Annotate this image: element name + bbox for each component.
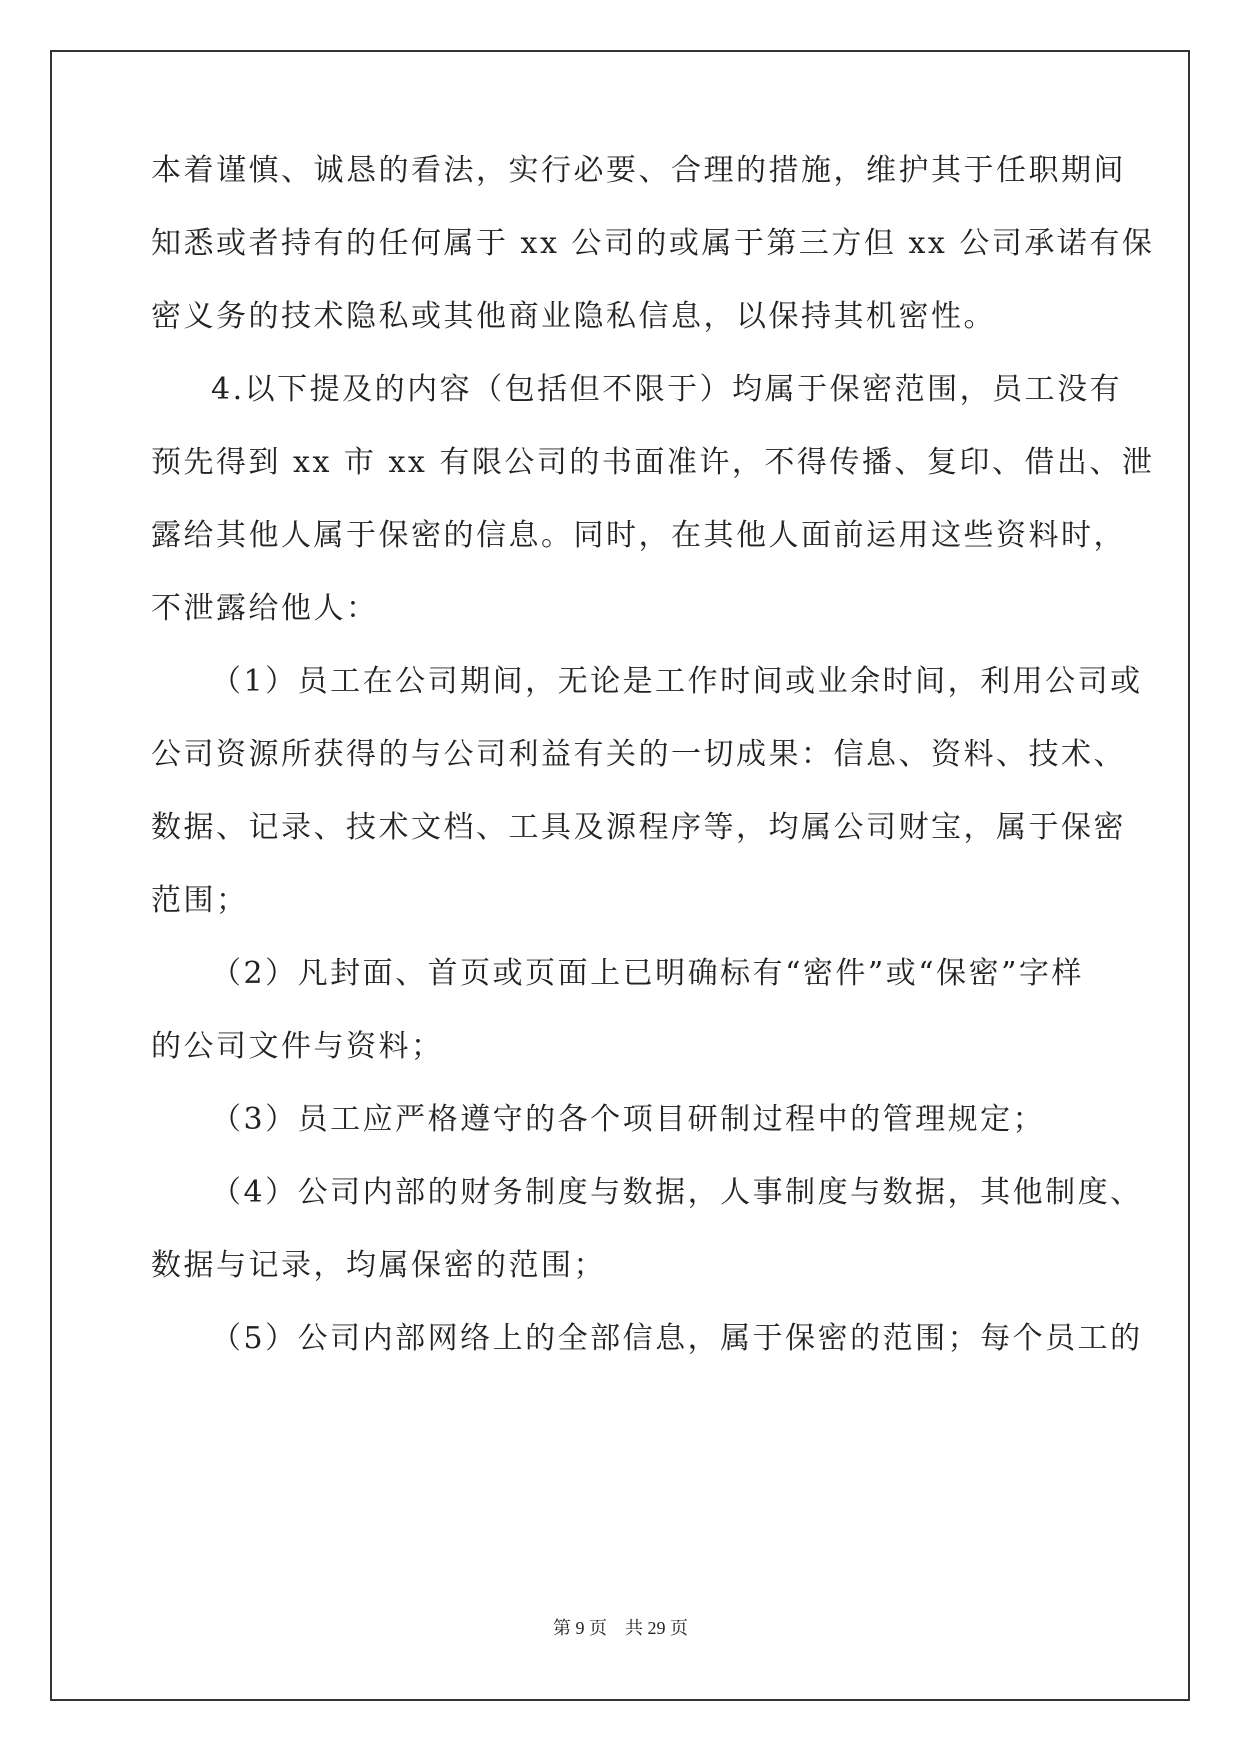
paragraph-1-line-3: 密义务的技术隐私或其他商业隐私信息，以保持其机密性。	[151, 299, 996, 334]
paragraph-7-line-1: （5）公司内部网络上的全部信息，属于保密的范围；每个员工的	[211, 1321, 1143, 1356]
paragraph-3-line-4: 范围；	[151, 883, 249, 918]
paragraph-3-line-2: 公司资源所获得的与公司利益有关的一切成果：信息、资料、技术、	[151, 737, 1126, 772]
paragraph-4-line-1: （2）凡封面、首页或页面上已明确标有“密件”或“保密”字样	[211, 956, 1084, 991]
paragraph-1-line-2: 知悉或者持有的任何属于 xx 公司的或属于第三方但 xx 公司承诺有保	[151, 226, 1155, 261]
paragraph-5-line-1: （3）员工应严格遵守的各个项目研制过程中的管理规定；	[211, 1102, 1046, 1137]
paragraph-6-line-2: 数据与记录，均属保密的范围；	[151, 1248, 606, 1283]
paragraph-1-line-1: 本着谨慎、诚恳的看法，实行必要、合理的措施，维护其于任职期间	[151, 153, 1126, 188]
page-number: 第 9 页 共 29 页	[553, 1618, 688, 1638]
paragraph-2-line-3: 露给其他人属于保密的信息。同时，在其他人面前运用这些资料时，	[151, 518, 1126, 553]
paragraph-3-line-3: 数据、记录、技术文档、工具及源程序等，均属公司财宝，属于保密	[151, 810, 1126, 845]
paragraph-2-line-2: 预先得到 xx 市 xx 有限公司的书面准许，不得传播、复印、借出、泄	[151, 445, 1155, 480]
paragraph-4-line-2: 的公司文件与资料；	[151, 1029, 444, 1064]
paragraph-2-line-1: 4.以下提及的内容（包括但不限于）均属于保密范围，员工没有	[211, 372, 1123, 407]
paragraph-2-line-4: 不泄露给他人：	[151, 591, 379, 626]
paragraph-6-line-1: （4）公司内部的财务制度与数据，人事制度与数据，其他制度、	[211, 1175, 1143, 1210]
paragraph-3-line-1: （1）员工在公司期间，无论是工作时间或业余时间，利用公司或	[211, 664, 1143, 699]
